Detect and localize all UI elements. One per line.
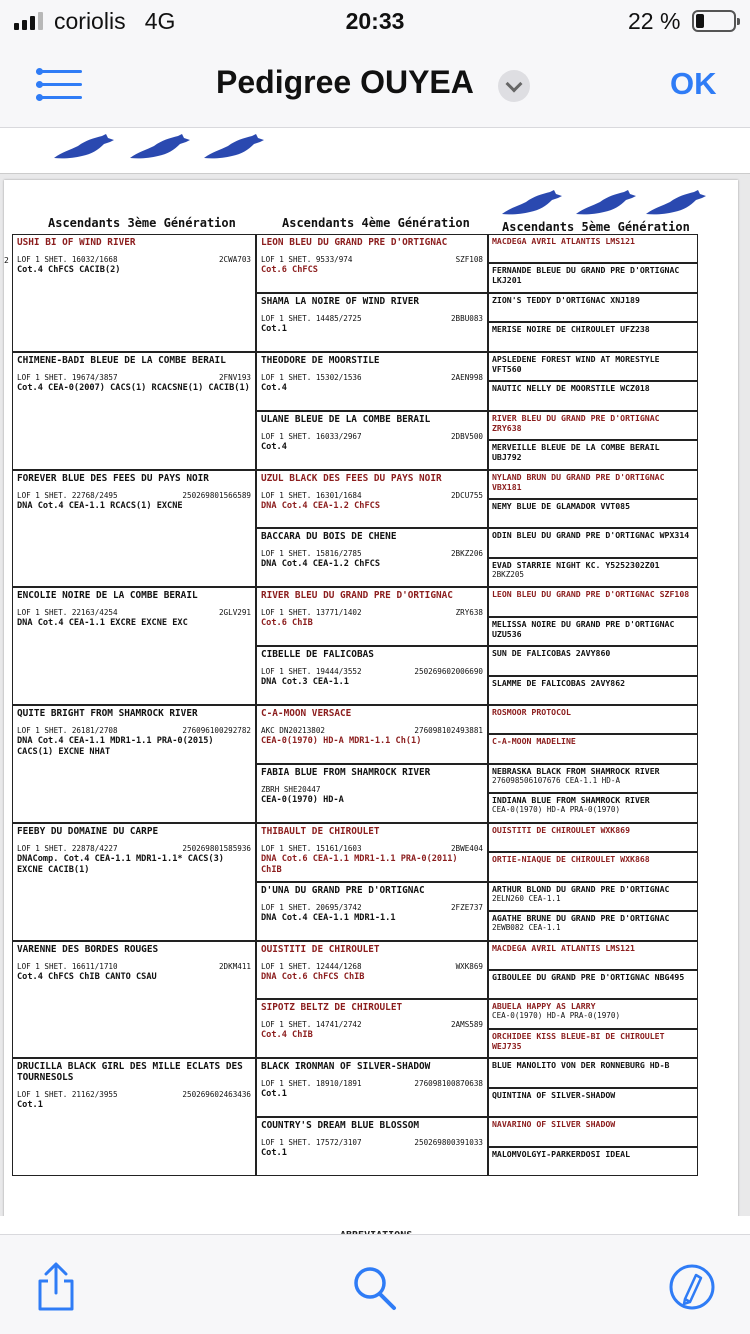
share-icon[interactable] <box>32 1261 80 1313</box>
dog-name: ARTHUR BLOND DU GRAND PRE D'ORTIGNAC <box>492 883 670 894</box>
pedigree-cell-gen5 <box>488 234 698 263</box>
status-bar <box>0 0 750 44</box>
pedigree-cell-gen4 <box>256 882 488 941</box>
dog-name: ORTIE-NIAQUE DE CHIROULET WXK868 <box>492 854 650 865</box>
pedigree-cell-gen3 <box>12 823 256 941</box>
gen5-header: Ascendants 5ème Génération <box>502 220 690 234</box>
dog-id: 2GLV291 <box>218 608 251 618</box>
registration-number: LOF 1 SHET. 17572/3107 <box>261 1138 362 1148</box>
registration-number: LOF 1 SHET. 21162/3955 <box>17 1090 118 1100</box>
registration-row <box>17 255 251 265</box>
dog-titles: Cot.4 ChFCS CACIB(2) <box>17 265 121 275</box>
registration-row <box>261 314 483 324</box>
dog-name: NAVARINO OF SILVER SHADOW <box>492 1119 616 1130</box>
pedigree-cell-gen5 <box>488 1029 698 1058</box>
dog-titles: DNA Cot.4 CEA-1.1 MDR1-1.1 PRA-0(2015) CACS(1) EXCNE NHAT <box>17 736 214 757</box>
markup-icon[interactable] <box>668 1261 716 1313</box>
dog-name: C-A-MOON VERSACE <box>261 708 352 719</box>
registration-number: LOF 1 SHET. 15816/2785 <box>261 549 362 559</box>
dog-name: OUISTITI DE CHIROULET <box>261 943 380 955</box>
dog-id: 2BWE404 <box>450 843 483 853</box>
dog-name: BLUE MANOLITO VON DER RONNEBURG HD-B <box>492 1060 670 1071</box>
dog-name: SHAMA LA NOIRE OF WIND RIVER <box>261 295 420 307</box>
pedigree-cell-gen4 <box>256 999 488 1058</box>
dog-name: ODIN BLEU DU GRAND PRE D'ORTIGNAC WPX314 <box>492 530 690 541</box>
registration-row <box>261 1138 483 1148</box>
dog-titles: CEA-0(1970) HD-A MDR1-1.1 Ch(1) <box>261 736 422 746</box>
dog-id: 276098102493881 <box>414 726 483 735</box>
dog-titles: DNA Cot.4 CEA-1.1 MDR1-1.1 <box>261 912 396 923</box>
pedigree-cell-gen4 <box>256 528 488 587</box>
pedigree-cell-gen5 <box>488 293 698 322</box>
pedigree-cell-gen5 <box>488 528 698 557</box>
document-title: Pedigree OUYEA <box>216 64 474 100</box>
search-icon[interactable] <box>350 1261 398 1313</box>
pedigree-cell-gen5 <box>488 499 698 528</box>
registration-row <box>261 844 483 854</box>
wolf-logo-icon <box>644 188 708 218</box>
registration-number: LOF 1 SHET. 22163/4254 <box>17 608 118 618</box>
dog-titles: DNA Cot.6 ChFCS ChIB <box>261 971 365 982</box>
dog-titles: Cot.1 <box>261 1089 287 1100</box>
dog-name: ROSMOOR PROTOCOL <box>492 707 571 717</box>
dog-id: 2DKM411 <box>218 961 251 971</box>
pedigree-cell-gen4 <box>256 470 488 529</box>
registration-number: ZBRH SHE20447 <box>261 784 321 794</box>
registration-row <box>17 608 251 618</box>
pedigree-cell-gen4 <box>256 1058 488 1117</box>
registration-number: LOF 1 SHET. 22878/4227 <box>17 843 118 853</box>
pedigree-cell-gen4 <box>256 352 488 411</box>
dog-titles: DNA Cot.4 CEA-1.1 EXCRE EXCNE EXC <box>17 618 188 629</box>
dog-titles: Cot.4 ChFCS ChIB CANTO CSAU <box>17 971 157 982</box>
pedigree-cell-gen4 <box>256 705 488 764</box>
dog-name: USHI BI OF WIND RIVER <box>17 237 136 248</box>
dog-name: BACCARA DU BOIS DE CHENE <box>261 531 397 543</box>
dog-titles: Cot.4 <box>261 441 287 452</box>
registration-row <box>261 962 483 972</box>
dog-details: 2BKZ205 <box>492 569 525 579</box>
battery-percent: 22 % <box>628 8 681 34</box>
dog-titles: DNA Cot.4 CEA-1.1 RCACS(1) EXCNE <box>17 500 183 511</box>
registration-row <box>261 608 483 618</box>
pedigree-cell-gen5 <box>488 734 698 763</box>
registration-row <box>261 1079 483 1089</box>
dog-name: SLAMME DE FALICOBAS 2AVY862 <box>492 677 626 688</box>
pedigree-cell-gen4 <box>256 1117 488 1176</box>
registration-number: LOF 1 SHET. 15302/1536 <box>261 372 362 382</box>
dog-id: ZRY638 <box>455 608 483 618</box>
previous-page-fragment <box>0 128 750 174</box>
registration-row <box>261 903 483 913</box>
pedigree-cell-gen4 <box>256 293 488 352</box>
pedigree-cell-gen5 <box>488 322 698 351</box>
dog-titles: DNA Cot.4 CEA-1.2 ChFCS <box>261 559 380 570</box>
registration-number: LOF 1 SHET. 18910/1891 <box>261 1079 362 1089</box>
registration-number: LOF 1 SHET. 15161/1603 <box>261 843 362 853</box>
carrier-label: coriolis 4G <box>54 8 176 34</box>
dog-id: 2AMS589 <box>450 1020 483 1030</box>
pedigree-cell-gen4 <box>256 941 488 1000</box>
pedigree-cell-gen5 <box>488 646 698 675</box>
dog-id: 250269801585936 <box>182 843 251 853</box>
registration-number: LOF 1 SHET. 14741/2742 <box>261 1020 362 1030</box>
dog-id: 250269602006690 <box>414 667 483 677</box>
registration-number: LOF 1 SHET. 14485/2725 <box>261 313 362 323</box>
registration-number: LOF 1 SHET. 20695/3742 <box>261 902 362 912</box>
dog-name: LEON BLEU DU GRAND PRE D'ORTIGNAC SZF108 <box>492 589 690 600</box>
dog-name: ZION'S TEDDY D'ORTIGNAC XNJ189 <box>492 294 640 305</box>
dog-name: NYLAND BRUN DU GRAND PRE D'ORTIGNAC VBX181 <box>492 471 665 492</box>
nav-bar <box>0 44 750 128</box>
dog-name: D'UNA DU GRAND PRE D'ORTIGNAC <box>261 884 425 896</box>
registration-number: AKC DN20213802 <box>261 726 326 735</box>
dog-name: EVAD STARRIE NIGHT KC. Y5252302Z01 <box>492 559 660 570</box>
margin-mark: 2 <box>4 256 9 265</box>
pedigree-cell-gen4 <box>256 411 488 470</box>
dog-name: LEON BLEU DU GRAND PRE D'ORTIGNAC <box>261 237 448 248</box>
wolf-logo-icon <box>202 132 266 162</box>
dog-name: THIBAULT DE CHIROULET <box>261 825 380 837</box>
pedigree-cell-gen5 <box>488 970 698 999</box>
pedigree-cell-gen5 <box>488 941 698 970</box>
dog-details: 276098506107676 CEA-1.1 HD-A <box>492 775 621 785</box>
dog-name: NAUTIC NELLY DE MOORSTILE WCZ018 <box>492 383 650 394</box>
registration-row <box>261 255 483 265</box>
gen3-header: Ascendants 3ème Génération <box>48 216 236 230</box>
pedigree-cell-gen5 <box>488 1117 698 1146</box>
pedigree-cell-gen4 <box>256 823 488 882</box>
pedigree-cell-gen3 <box>12 941 256 1059</box>
registration-row <box>261 491 483 501</box>
registration-row <box>17 962 251 972</box>
battery-icon <box>692 10 736 32</box>
dog-titles: Cot.1 <box>261 1148 287 1159</box>
registration-row <box>261 726 483 736</box>
dog-name: ABUELA HAPPY AS LARRY <box>492 1001 596 1012</box>
dog-name: C-A-MOON MADELINE <box>492 736 576 747</box>
pedigree-cell-gen5 <box>488 1088 698 1117</box>
dog-details: CEA-0(1970) HD-A PRA-0(1970) <box>492 1011 621 1021</box>
dog-name: MELISSA NOIRE DU GRAND PRE D'ORTIGNAC UZU536 <box>492 618 675 639</box>
pedigree-cell-gen4 <box>256 646 488 705</box>
dog-name: GIBOULEE DU GRAND PRE D'ORTIGNAC NBG495 <box>492 971 685 982</box>
dog-name: INDIANA BLUE FROM SHAMROCK RIVER <box>492 795 650 806</box>
registration-number: LOF 1 SHET. 19674/3857 <box>17 372 118 382</box>
pedigree-page <box>4 180 738 1230</box>
dog-name: RIVER BLEU DU GRAND PRE D'ORTIGNAC ZRY638 <box>492 412 660 433</box>
dog-name: UZUL BLACK DES FEES DU PAYS NOIR <box>261 472 442 484</box>
list-menu-icon[interactable] <box>36 68 82 102</box>
registration-number: LOF 1 SHET. 16033/2967 <box>261 431 362 441</box>
dog-name: OUISTITI DE CHIROULET WXK869 <box>492 824 631 835</box>
pedigree-cell-gen4 <box>256 764 488 823</box>
pedigree-cell-gen3 <box>12 705 256 823</box>
dog-name: THEODORE DE MOORSTILE <box>261 354 380 366</box>
dog-titles: Cot.4 CEA-0(2007) CACS(1) RCACSNE(1) CACIB(1) <box>17 382 250 393</box>
dog-id: 250269800391033 <box>414 1138 483 1148</box>
pedigree-cell-gen5 <box>488 587 698 616</box>
pedigree-cell-gen4 <box>256 587 488 646</box>
pedigree-cell-gen5 <box>488 764 698 793</box>
pedigree-cell-gen5 <box>488 411 698 440</box>
dog-id: 276096100292782 <box>182 726 251 735</box>
dog-id: 2BKZ206 <box>450 549 483 559</box>
pedigree-cell-gen5 <box>488 882 698 911</box>
document-viewer[interactable] <box>0 128 750 1234</box>
dog-id: 2AEN998 <box>450 372 483 382</box>
pedigree-cell-gen5 <box>488 381 698 410</box>
dog-name: DRUCILLA BLACK GIRL DES MILLE ECLATS DES TOURNESOLS <box>17 1061 243 1084</box>
dog-name: SIPOTZ BELTZ DE CHIROULET <box>261 1002 403 1014</box>
dog-titles: Cot.6 ChIB <box>261 618 313 629</box>
dog-name: FOREVER BLUE DES FEES DU PAYS NOIR <box>17 472 209 484</box>
dog-name: QUINTINA OF SILVER-SHADOW <box>492 1089 616 1100</box>
dog-name: RIVER BLEU DU GRAND PRE D'ORTIGNAC <box>261 590 453 602</box>
pedigree-cell-gen5 <box>488 1058 698 1087</box>
registration-number: LOF 1 SHET. 16301/1684 <box>261 490 362 500</box>
pedigree-cell-gen5 <box>488 705 698 734</box>
registration-number: LOF 1 SHET. 16611/1710 <box>17 961 118 971</box>
dog-name: FEEBY DU DOMAINE DU CARPE <box>17 825 159 837</box>
dog-name: QUITE BRIGHT FROM SHAMROCK RIVER <box>17 708 198 719</box>
registration-row <box>261 667 483 677</box>
pedigree-cell-gen5 <box>488 617 698 646</box>
wolf-logo-icon <box>500 188 564 218</box>
dog-name: CHIMENE-BADI BLEUE DE LA COMBE BERAIL <box>17 354 226 366</box>
dog-name: CIBELLE DE FALICOBAS <box>261 649 374 661</box>
pedigree-cell-gen5 <box>488 793 698 822</box>
pedigree-cell-gen5 <box>488 911 698 940</box>
dog-name: FABIA BLUE FROM SHAMROCK RIVER <box>261 766 431 778</box>
pedigree-cell-gen5 <box>488 1147 698 1176</box>
wolf-logo-icon <box>128 132 192 162</box>
registration-row <box>17 726 251 736</box>
registration-number: LOF 1 SHET. 19444/3552 <box>261 667 362 677</box>
dog-name: MERVEILLE BLEUE DE LA COMBE BERAIL UBJ792 <box>492 442 660 463</box>
dog-name: ULANE BLEUE DE LA COMBE BERAIL <box>261 413 431 425</box>
pedigree-cell-gen5 <box>488 470 698 499</box>
dog-id: 2DBV500 <box>450 431 483 441</box>
dog-titles: Cot.1 <box>261 323 287 334</box>
clock: 20:33 <box>345 8 405 34</box>
pedigree-cell-gen3 <box>12 1058 256 1176</box>
dog-titles: CEA-0(1970) HD-A <box>261 794 344 805</box>
dog-name: COUNTRY'S DREAM BLUE BLOSSOM <box>261 1120 420 1132</box>
dog-id: 250269801566589 <box>182 490 251 500</box>
registration-row <box>261 549 483 559</box>
pedigree-cell-gen3 <box>12 352 256 470</box>
dog-name: NEMY BLUE DE GLAMADOR VVT085 <box>492 500 631 511</box>
dog-titles: DNAComp. Cot.4 CEA-1.1 MDR1-1.1* CACS(3) EXCNE CACIB(1) <box>17 853 224 875</box>
dog-name: MALOMVOLGYI-PARKERDOSI IDEAL <box>492 1148 631 1159</box>
dog-name: MACDEGA AVRIL ATLANTIS LMS121 <box>492 942 635 953</box>
dog-id: 250269602463436 <box>182 1090 251 1100</box>
dog-name: BLACK IRONMAN OF SILVER-SHADOW <box>261 1061 431 1073</box>
registration-number: LOF 1 SHET. 12444/1268 <box>261 961 362 971</box>
dog-titles: Cot.1 <box>17 1100 43 1111</box>
pedigree-cell-gen5 <box>488 352 698 381</box>
dog-name: APSLEDENE FOREST WIND AT MORESTYLE VFT560 <box>492 353 660 374</box>
dog-id: WXK869 <box>455 961 483 971</box>
registration-row <box>17 844 251 854</box>
pedigree-cell-gen3 <box>12 587 256 705</box>
registration-row <box>17 373 251 383</box>
registration-number: LOF 1 SHET. 13771/1402 <box>261 608 362 618</box>
registration-number: LOF 1 SHET. 16032/1668 <box>17 255 118 264</box>
dog-titles: DNA Cot.4 CEA-1.2 ChFCS <box>261 500 380 511</box>
dog-id: 2FZE737 <box>450 902 483 912</box>
registration-row <box>17 1090 251 1100</box>
registration-number: LOF 1 SHET. 9533/974 <box>261 255 353 264</box>
dog-name: ENCOLIE NOIRE DE LA COMBE BERAIL <box>17 590 198 602</box>
dog-name: NEBRASKA BLACK FROM SHAMROCK RIVER <box>492 765 660 776</box>
registration-row <box>17 491 251 501</box>
dog-details: CEA-0(1970) HD-A PRA-0(1970) <box>492 805 621 815</box>
pedigree-cell-gen5 <box>488 263 698 292</box>
dog-id: 276098100870638 <box>414 1079 483 1089</box>
dog-name: ORCHIDEE KISS BLEUE-BI DE CHIROULET WEJ735 <box>492 1030 665 1051</box>
dog-titles: Cot.4 ChIB <box>261 1030 313 1041</box>
pedigree-cell-gen4 <box>256 234 488 293</box>
registration-number: LOF 1 SHET. 26181/2708 <box>17 726 118 735</box>
ok-button[interactable]: OK <box>670 66 717 101</box>
registration-number: LOF 1 SHET. 22768/2495 <box>17 490 118 500</box>
dog-name: MERISE NOIRE DE CHIROULET UFZ238 <box>492 324 650 335</box>
chevron-down-icon[interactable] <box>498 70 530 102</box>
dog-titles: DNA Cot.3 CEA-1.1 <box>261 677 349 688</box>
dog-titles: Cot.4 <box>261 382 287 393</box>
dog-id: 2DCU755 <box>450 490 483 500</box>
dog-details: 2EWB082 CEA-1.1 <box>492 923 561 933</box>
dog-name: MACDEGA AVRIL ATLANTIS LMS121 <box>492 236 635 246</box>
pedigree-cell-gen5 <box>488 852 698 881</box>
pedigree-cell-gen5 <box>488 676 698 705</box>
dog-name: AGATHE BRUNE DU GRAND PRE D'ORTIGNAC <box>492 913 670 924</box>
pedigree-cell-gen3 <box>12 470 256 588</box>
wolf-logo-icon <box>52 132 116 162</box>
pedigree-cell-gen5 <box>488 999 698 1028</box>
registration-row <box>261 432 483 442</box>
bottom-toolbar <box>0 1234 750 1334</box>
dog-titles: Cot.6 ChFCS <box>261 265 318 275</box>
registration-row <box>261 785 483 795</box>
dog-id: 2FNV193 <box>218 372 251 382</box>
dog-name: FERNANDE BLEUE DU GRAND PRE D'ORTIGNAC LKJ201 <box>492 265 680 286</box>
gen4-header: Ascendants 4ème Génération <box>282 216 470 230</box>
registration-row <box>261 373 483 383</box>
pedigree-cell-gen5 <box>488 823 698 852</box>
registration-row <box>261 1020 483 1030</box>
dog-id: SZF108 <box>455 255 483 264</box>
dog-name: VARENNE DES BORDES ROUGES <box>17 943 159 955</box>
dog-titles: DNA Cot.6 CEA-1.1 MDR1-1.1 PRA-0(2011) ChIB <box>261 853 458 875</box>
dog-name: SUN DE FALICOBAS 2AVY860 <box>492 648 611 659</box>
dog-id: 2CWA703 <box>218 255 251 264</box>
pedigree-cell-gen5 <box>488 440 698 469</box>
pedigree-cell-gen3 <box>12 234 256 352</box>
wolf-logo-icon <box>574 188 638 218</box>
pedigree-cell-gen5 <box>488 558 698 587</box>
dog-id: 2BBU083 <box>450 313 483 323</box>
dog-details: 2ELN260 CEA-1.1 <box>492 893 561 903</box>
